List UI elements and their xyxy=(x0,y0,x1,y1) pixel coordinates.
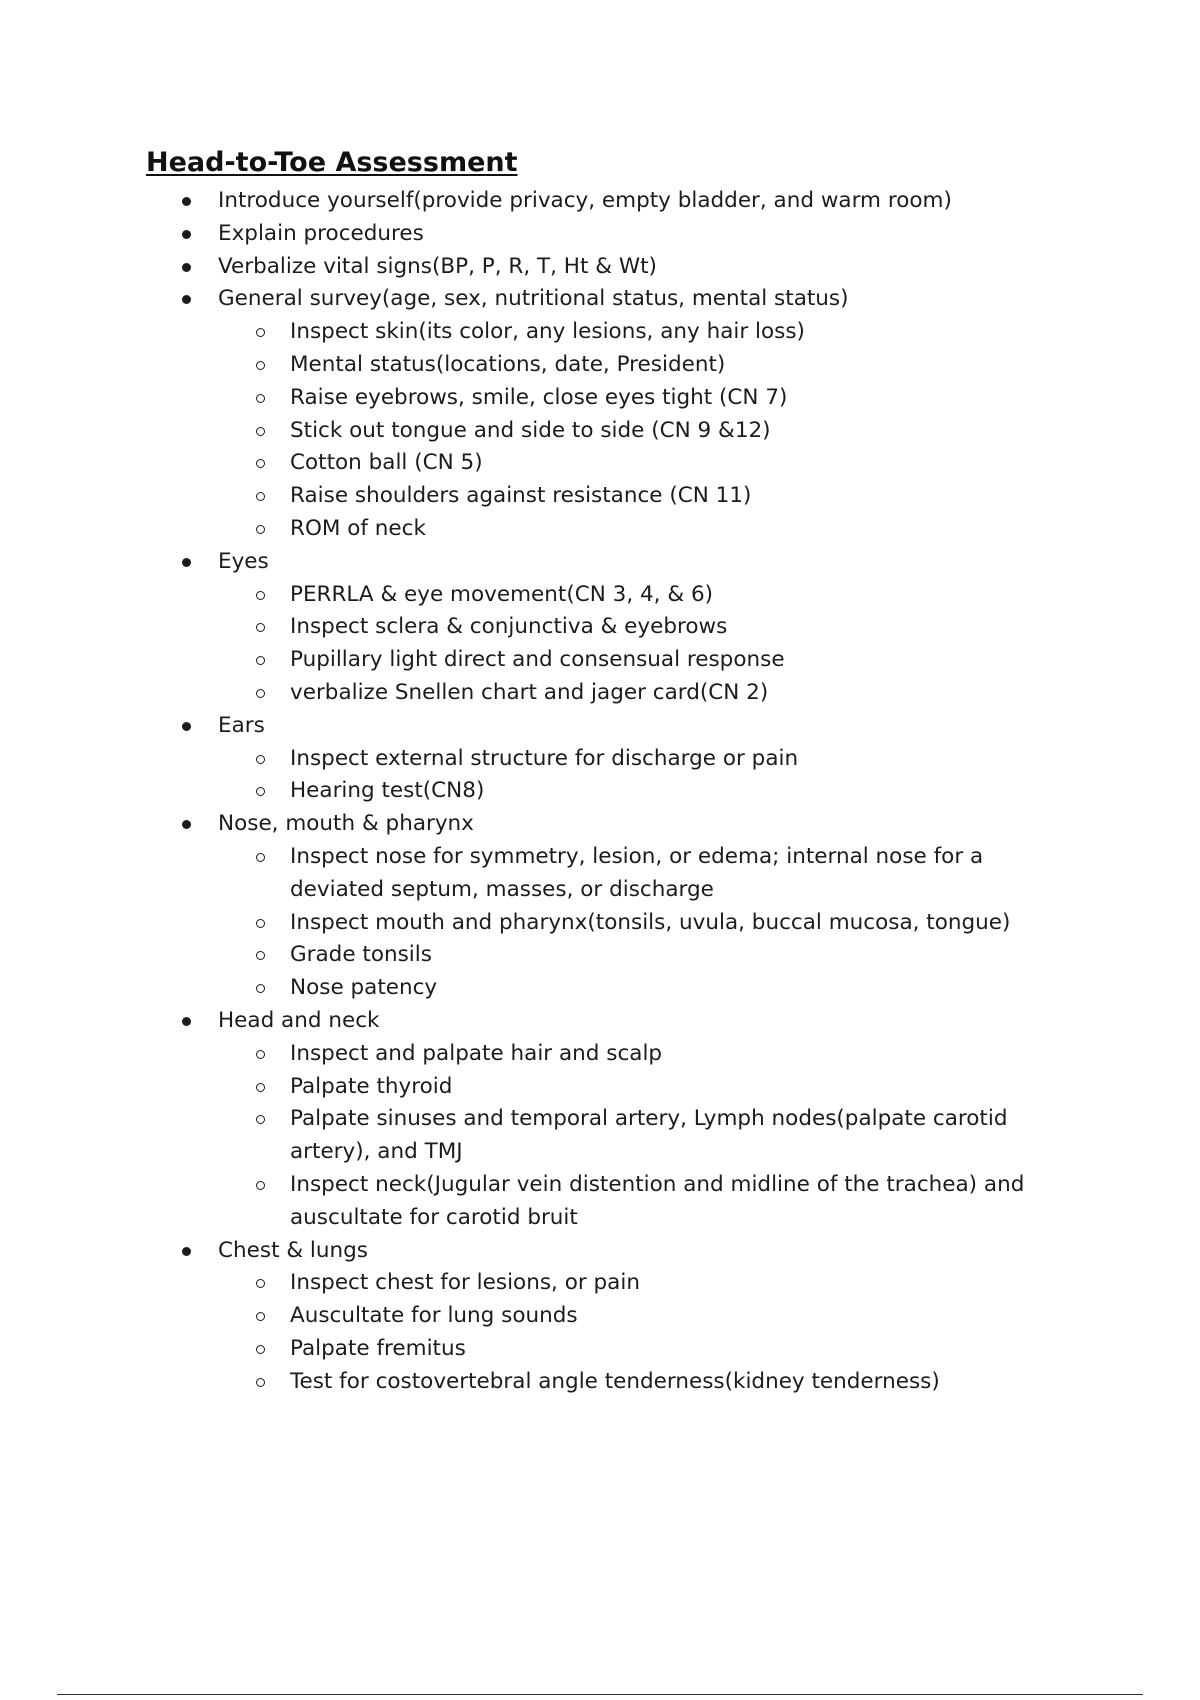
sub-list-item-text: Auscultate for lung sounds xyxy=(290,1303,578,1329)
sub-list-item xyxy=(0,743,1200,776)
sub-list-item-text: Inspect external structure for discharge or pain xyxy=(290,745,799,771)
list-item-text: Verbalize vital signs(BP, P, R, T, Ht & Wt) xyxy=(218,253,657,279)
list-item-text: Nose, mouth & pharynx xyxy=(218,811,474,837)
document-title: Head-to-Toe Assessment xyxy=(146,147,518,178)
sub-list-item xyxy=(0,1071,1200,1104)
list-item-text: Head and neck xyxy=(218,1007,380,1033)
sub-list-item xyxy=(0,415,1200,448)
list-item-text: General survey(age, sex, nutritional status, mental status) xyxy=(218,286,849,312)
sub-list-item xyxy=(0,1267,1200,1300)
sub-list-item-text: Inspect neck(Jugular vein distention and midline of the trachea) and auscultate for carotid bruit xyxy=(290,1171,1025,1230)
list-item xyxy=(0,185,1200,218)
list-item-text: Eyes xyxy=(218,548,269,574)
sub-list-item-text: Raise eyebrows, smile, close eyes tight (CN 7) xyxy=(290,384,788,410)
sub-list-item-text: Grade tonsils xyxy=(290,942,432,968)
sub-list-item-text: ROM of neck xyxy=(290,515,426,541)
sub-list-item xyxy=(0,907,1200,940)
sub-list-item-text: Nose patency xyxy=(290,975,438,1001)
sub-list-item xyxy=(0,382,1200,415)
list-item xyxy=(0,1005,1200,1038)
sub-list-item-text: Inspect skin(its color, any lesions, any hair loss) xyxy=(290,319,805,345)
sub-list-item xyxy=(0,775,1200,808)
sub-list-item-text: Test for costovertebral angle tenderness(kidney tenderness) xyxy=(290,1368,940,1394)
sub-list-item-text: Inspect chest for lesions, or pain xyxy=(290,1270,640,1296)
assessment-outline xyxy=(0,185,1200,1398)
sub-list-item-text: Mental status(locations, date, President) xyxy=(290,351,726,377)
sub-list-item xyxy=(0,1333,1200,1366)
sub-list-item xyxy=(0,644,1200,677)
list-item-text: Explain procedures xyxy=(218,220,424,246)
sub-list-item xyxy=(0,579,1200,612)
sub-list-item-text: Inspect mouth and pharynx(tonsils, uvula, buccal mucosa, tongue) xyxy=(290,909,1011,935)
list-item-text: Chest & lungs xyxy=(218,1237,369,1263)
list-item xyxy=(0,218,1200,251)
sub-list-item-text: Inspect nose for symmetry, lesion, or edema; internal nose for a deviated septum, masses, or discharge xyxy=(290,843,984,902)
sub-list-item-text: verbalize Snellen chart and jager card(CN 2) xyxy=(290,679,769,705)
list-item-text: Ears xyxy=(218,712,265,738)
sub-list-item-text: PERRLA & eye movement(CN 3, 4, & 6) xyxy=(290,581,714,607)
sub-list-item xyxy=(0,349,1200,382)
sub-list-item-text: Pupillary light direct and consensual response xyxy=(290,647,785,673)
sub-list-item-text: Palpate thyroid xyxy=(290,1073,453,1099)
sub-list-item xyxy=(0,316,1200,349)
sub-list-item xyxy=(0,677,1200,710)
sub-list-item-text: Inspect and palpate hair and scalp xyxy=(290,1040,663,1066)
list-item xyxy=(0,808,1200,841)
sub-list-item-text: Palpate fremitus xyxy=(290,1335,466,1361)
sub-list-item-text: Cotton ball (CN 5) xyxy=(290,450,483,476)
sub-list-item xyxy=(0,480,1200,513)
sub-list-item-text: Hearing test(CN8) xyxy=(290,778,485,804)
list-item xyxy=(0,283,1200,316)
list-item xyxy=(0,710,1200,743)
sub-list-item xyxy=(0,841,1200,907)
list-item xyxy=(0,1235,1200,1268)
sub-list-item xyxy=(0,513,1200,546)
sub-list-item xyxy=(0,939,1200,972)
page-bottom-rule xyxy=(57,1694,1143,1695)
sub-list-item xyxy=(0,1103,1200,1169)
sub-list-item-text: Raise shoulders against resistance (CN 11) xyxy=(290,483,752,509)
sub-list-item xyxy=(0,447,1200,480)
sub-list-item xyxy=(0,972,1200,1005)
sub-list-item xyxy=(0,1300,1200,1333)
sub-list-item-text: Palpate sinuses and temporal artery, Lymph nodes(palpate carotid artery), and TMJ xyxy=(290,1106,1008,1165)
sub-list-item-text: Inspect sclera & conjunctiva & eyebrows xyxy=(290,614,728,640)
list-item xyxy=(0,251,1200,284)
sub-list-item xyxy=(0,1169,1200,1235)
sub-list-item xyxy=(0,1366,1200,1399)
sub-list-item xyxy=(0,1038,1200,1071)
sub-list-item xyxy=(0,611,1200,644)
sub-list-item-text: Stick out tongue and side to side (CN 9 &12) xyxy=(290,417,771,443)
list-item-text: Introduce yourself(provide privacy, empty bladder, and warm room) xyxy=(218,188,952,213)
list-item xyxy=(0,546,1200,579)
